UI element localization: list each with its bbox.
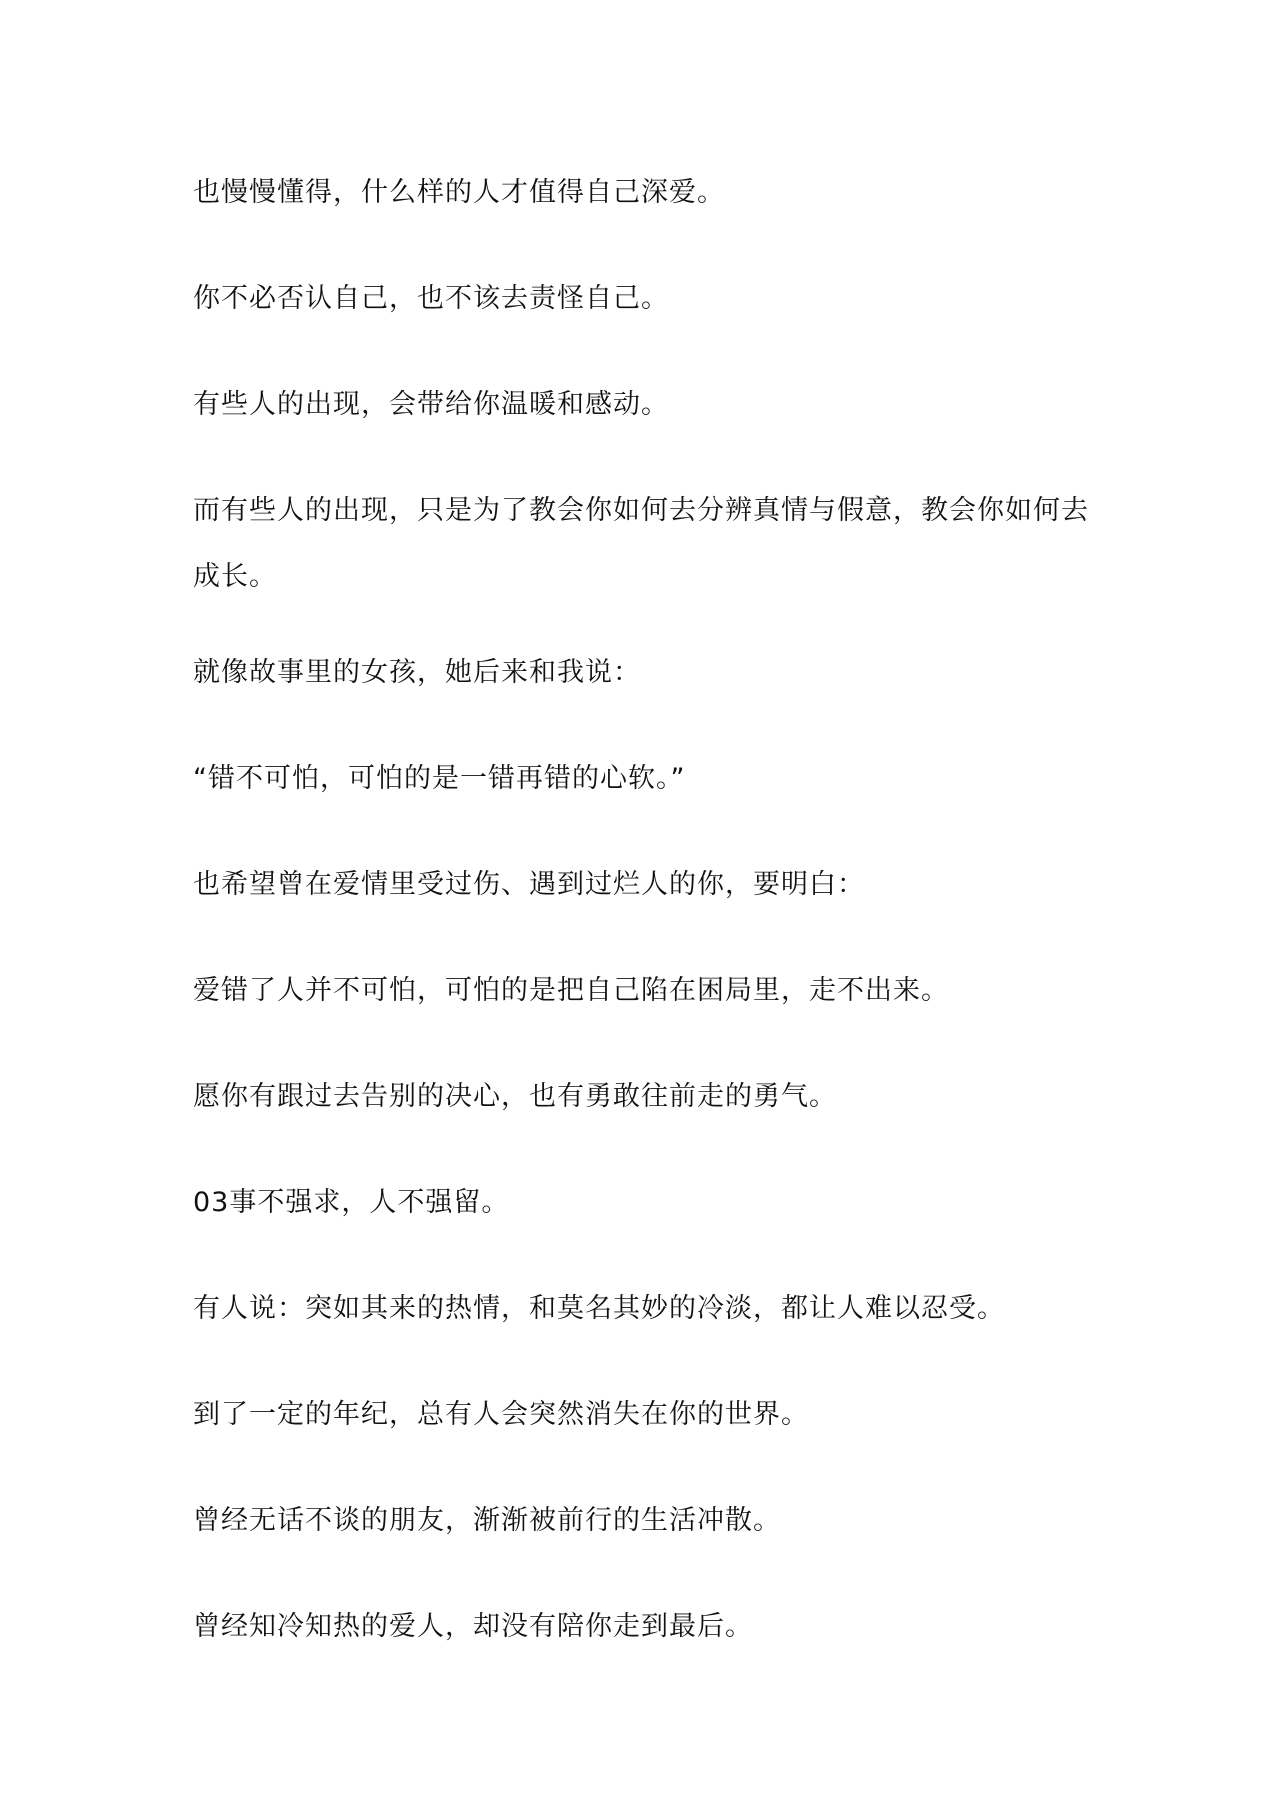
paragraph: 而有些人的出现，只是为了教会你如何去分辨真情与假意，教会你如何去成长。 (193, 495, 1089, 592)
quote-paragraph: “错不可怕，可怕的是一错再错的心软。” (193, 763, 686, 794)
paragraph: 曾经无话不谈的朋友，渐渐被前行的生活冲散。 (193, 1505, 781, 1536)
paragraph: 你不必否认自己，也不该去责怪自己。 (193, 283, 669, 314)
paragraph: 也慢慢懂得，什么样的人才值得自己深爱。 (193, 177, 725, 208)
paragraph: 愿你有跟过去告别的决心，也有勇敢往前走的勇气。 (193, 1081, 837, 1112)
paragraph: 曾经知冷知热的爱人，却没有陪你走到最后。 (193, 1611, 753, 1642)
paragraph: 有些人的出现，会带给你温暖和感动。 (193, 389, 669, 420)
paragraph: 爱错了人并不可怕，可怕的是把自己陷在困局里，走不出来。 (193, 975, 949, 1006)
paragraph: 有人说：突如其来的热情，和莫名其妙的冷淡，都让人难以忍受。 (193, 1293, 1005, 1324)
section-heading: 03事不强求，人不强留。 (193, 1187, 510, 1218)
paragraph: 也希望曾在爱情里受过伤、遇到过烂人的你，要明白： (193, 869, 865, 900)
paragraph: 就像故事里的女孩，她后来和我说： (193, 657, 641, 688)
paragraph: 到了一定的年纪，总有人会突然消失在你的世界。 (193, 1399, 809, 1430)
